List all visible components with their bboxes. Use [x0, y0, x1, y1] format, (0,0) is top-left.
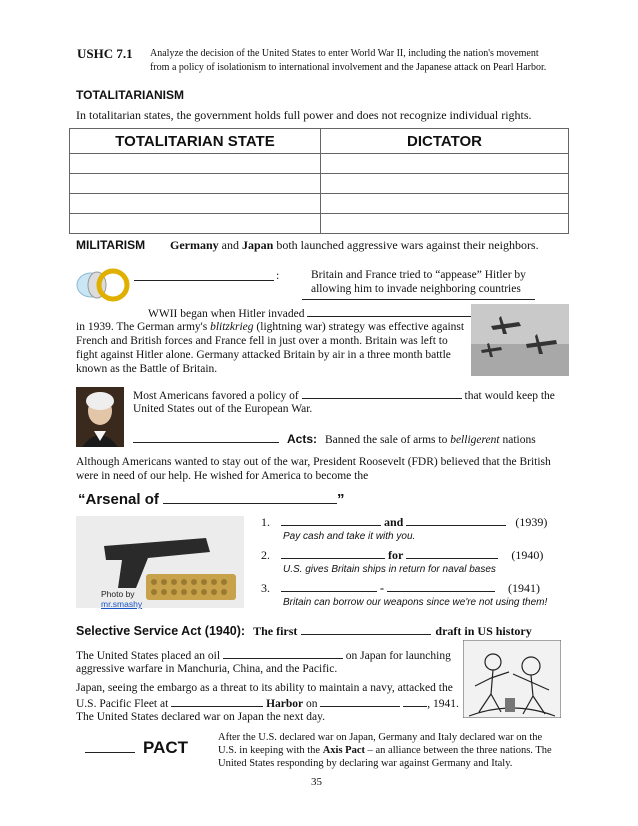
appease-line1: Britain and France tried to “appease” Hitler by: [311, 269, 526, 281]
pact-line2: [218, 744, 552, 757]
appease-text: [311, 268, 526, 296]
policy-line1: [133, 388, 555, 403]
wwii-line2: [76, 320, 464, 334]
photo-credit: [101, 589, 142, 609]
totalitarianism-heading: TOTALITARIANISM: [76, 88, 184, 102]
pact-l2a: U.S. in keeping with the: [218, 745, 323, 756]
list-mid: -: [380, 581, 384, 595]
list-item-3: [261, 581, 540, 596]
dictator-cell[interactable]: [321, 154, 569, 174]
list-desc-2: U.S. gives Britain ships in return for naval bases: [283, 564, 496, 575]
state-cell[interactable]: [70, 174, 321, 194]
embargo-l1b: on Japan for launching: [345, 650, 451, 662]
appease-underline: [302, 299, 535, 300]
standard-text: [150, 47, 546, 75]
col-totalitarian-state: TOTALITARIAN STATE: [70, 129, 321, 154]
arsenal-blank[interactable]: [163, 489, 337, 504]
table-row: [70, 194, 569, 214]
pacifier-image: [75, 263, 131, 305]
state-cell[interactable]: [70, 214, 321, 234]
bombers-image: [471, 304, 569, 376]
dictator-cell[interactable]: [321, 214, 569, 234]
blitzkrieg-term: blitzkrieg: [210, 321, 254, 333]
peacetime-blank[interactable]: [301, 624, 431, 635]
table-row: [70, 214, 569, 234]
wwii-line5: known as the Battle of Britain.: [76, 363, 218, 375]
cash-blank[interactable]: [281, 515, 381, 526]
month-blank[interactable]: [320, 696, 400, 707]
militarism-text: [170, 238, 539, 253]
wwii-l2c: (lightning war) strategy was effective against: [253, 321, 465, 333]
list-year: (1939): [515, 515, 548, 529]
dictator-cell[interactable]: [321, 174, 569, 194]
pact-blank[interactable]: [85, 738, 135, 753]
belligerent-term: belligerent: [450, 434, 500, 446]
dictator-cell[interactable]: [321, 194, 569, 214]
japan-label: Japan: [241, 238, 274, 252]
photo-credit-link[interactable]: mr.smashy: [101, 599, 143, 609]
japan-attack-line3: The United States declared war on Japan the next day.: [76, 711, 325, 723]
embargo-line1: [76, 648, 451, 663]
invaded-country-blank[interactable]: [307, 306, 472, 317]
pact-text: [218, 731, 552, 770]
acts-text: Banned the sale of arms to: [325, 434, 451, 446]
militarism-rest: both launched aggressive wars against their neighbors.: [273, 238, 539, 252]
table-row: [70, 174, 569, 194]
appeasement-blank[interactable]: [134, 270, 274, 281]
standard-text-line2: from a policy of isolationism to international involvement and the Japanese attack on Pearl Harbor.: [150, 62, 547, 73]
selective-service-label: Selective Service Act (1940):: [76, 624, 246, 638]
wwii-line1-text: WWII began when Hitler invaded: [148, 308, 305, 320]
carry-blank[interactable]: [406, 515, 506, 526]
japan-attack-line2: [76, 696, 459, 711]
list-mid: and: [384, 515, 404, 529]
list-mid: for: [388, 548, 404, 562]
wwii-l2a: in 1939. The German army's: [76, 321, 211, 333]
policy-l1b: that would keep the: [464, 390, 555, 402]
policy-blank[interactable]: [302, 388, 462, 399]
standard-text-line1: Analyze the decision of the United States to enter World War II, including the nation's movement: [150, 48, 539, 59]
george-washington-portrait: [76, 387, 124, 447]
acts-description: [325, 434, 536, 446]
list-year: (1940): [511, 548, 544, 562]
embargo-l1a: The United States placed an oil: [76, 650, 221, 662]
list-desc-3: Britain can borrow our weapons since we're not using them!: [283, 597, 548, 608]
roosevelt-paragraph: [76, 455, 551, 483]
pact-l2c: – an alliance between the three nations. The: [365, 745, 552, 756]
arsenal-heading: [78, 489, 345, 508]
japan-l2c: on: [306, 698, 318, 710]
list-item-2: [261, 548, 543, 563]
policy-l1a: Most Americans favored a policy of: [133, 390, 299, 402]
axis-pact-term: Axis Pact: [322, 745, 365, 756]
pact-heading: [85, 738, 188, 758]
lease-blank[interactable]: [387, 581, 495, 592]
selective-text-a: The first: [253, 624, 298, 638]
arsenal-prefix: “Arsenal of: [78, 491, 159, 508]
acts-end: nations: [499, 434, 536, 446]
roosevelt-line1: Although Americans wanted to stay out of the war, President Roosevelt (FDR) believed that the British: [76, 456, 551, 468]
appease-colon: :: [276, 268, 280, 282]
totalitarianism-definition: In totalitarian states, the government holds full power and does not recognize individual rights.: [76, 108, 532, 122]
photo-credit-label: Photo by: [101, 589, 135, 599]
japan-attack-line1: Japan, seeing the embargo as a threat to its ability to maintain a navy, attacked the: [76, 682, 453, 694]
and-text: and: [218, 238, 242, 252]
list-num: 3.: [261, 581, 270, 595]
day-blank[interactable]: [403, 696, 427, 707]
acts-label: Acts:: [287, 432, 318, 446]
arsenal-suffix: ”: [337, 491, 345, 508]
policy-line2: United States out of the European War.: [133, 403, 313, 415]
roosevelt-line2: were in need of our help. He wished for America to become the: [76, 470, 369, 482]
destroyers-blank[interactable]: [281, 548, 385, 559]
wwii-paragraph: [76, 320, 464, 376]
neutrality-acts-line: [133, 430, 536, 448]
lend-blank[interactable]: [281, 581, 377, 592]
appease-line2: allowing him to invade neighboring countries: [311, 283, 521, 295]
germany-label: Germany: [170, 238, 219, 252]
list-num: 2.: [261, 548, 270, 562]
japan-l2d: , 1941.: [427, 698, 459, 710]
pact-line1: After the U.S. declared war on Japan, Germany and Italy declared war on the: [218, 732, 543, 743]
acts-blank[interactable]: [133, 430, 279, 443]
embargo-line2: aggressive warfare in Manchuria, China, and the Pacific.: [76, 663, 338, 675]
political-cartoon-image: [463, 640, 561, 718]
wwii-line3: French and British forces and France fell in just over a month. Britain was left to: [76, 335, 448, 347]
pact-label: PACT: [143, 738, 189, 757]
state-cell[interactable]: [70, 194, 321, 214]
embargo-blank[interactable]: [223, 648, 343, 659]
standard-code: USHC 7.1: [77, 46, 133, 61]
list-item-1: [261, 515, 547, 530]
wwii-line4: fight against Hitler alone. Germany attacked Britain by air in a three month battle: [76, 349, 451, 361]
list-desc-1: Pay cash and take it with you.: [283, 531, 416, 542]
pact-line3: United States responding by declaring war against Germany and Italy.: [218, 758, 513, 769]
japan-l2a: U.S. Pacific Fleet at: [76, 698, 169, 710]
state-cell[interactable]: [70, 154, 321, 174]
table-row: [70, 154, 569, 174]
selective-service-line: [76, 622, 532, 640]
wwii-line1: [148, 306, 472, 321]
harbor-label: Harbor: [266, 698, 304, 710]
page-number: 35: [311, 776, 322, 788]
col-dictator: DICTATOR: [321, 129, 569, 154]
pearl-blank[interactable]: [171, 696, 263, 707]
militarism-heading: MILITARISM: [76, 238, 146, 252]
selective-text-b: draft in US history: [435, 624, 532, 638]
totalitarian-table: [69, 128, 569, 234]
list-num: 1.: [261, 515, 270, 529]
list-year: (1941): [508, 581, 540, 595]
bases-blank[interactable]: [406, 548, 498, 559]
